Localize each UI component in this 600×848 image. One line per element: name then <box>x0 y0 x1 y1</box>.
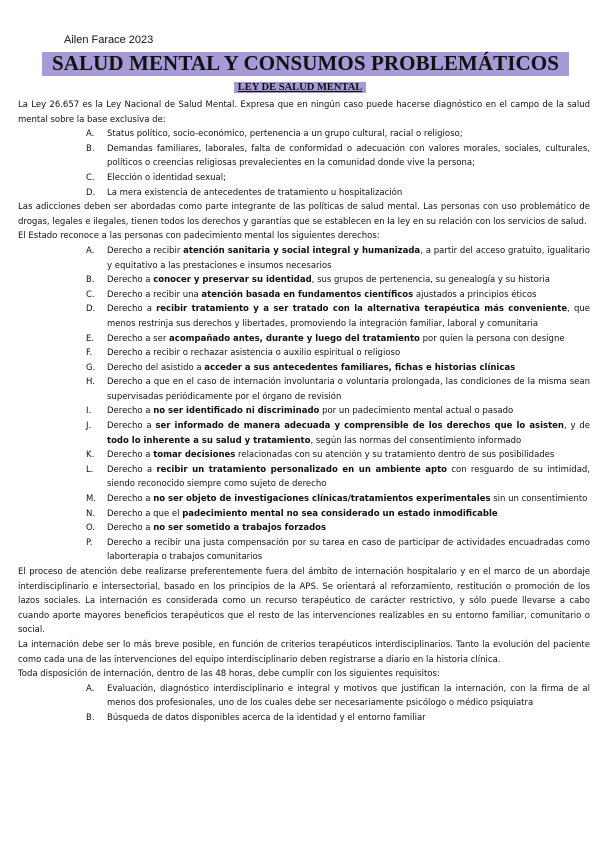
list-item-text <box>107 507 590 522</box>
emphasis-text: acceder a sus antecedentes familiares, fichas e historias clínicas <box>204 362 516 373</box>
list-item-text <box>107 332 590 347</box>
emphasis-text: atención basada en fundamentos científicos <box>201 289 414 300</box>
list-marker: N. <box>86 508 96 519</box>
list-marker: B. <box>86 712 95 723</box>
text-run: Derecho a recibir una <box>107 289 202 300</box>
list-item-text <box>107 448 590 463</box>
list-marker: E. <box>86 333 95 344</box>
list-marker: A. <box>86 683 95 694</box>
list-marker: K. <box>86 450 95 461</box>
list-item <box>18 463 590 492</box>
emphasis-text: recibir tratamiento y a ser tratado con la alternativa terapéutica más conveniente <box>156 304 568 315</box>
paragraph-intro: La Ley 26.657 es la Ley Nacional de Salud Mental. Expresa que en ningún caso puede hacerse diagnóstico en el campo de la salud mental sobre la base exclusiva de: <box>18 100 590 125</box>
author-name: Ailen Farace 2023 <box>64 34 154 46</box>
list-item <box>18 244 590 273</box>
page-title: SALUD MENTAL Y CONSUMOS PROBLEMÁTICOS <box>52 51 559 75</box>
text-run: Derecho a <box>107 304 157 315</box>
emphasis-text: atención sanitaria y social integral y humanizada <box>183 245 421 256</box>
list-marker: G. <box>86 362 96 373</box>
list-item <box>18 186 590 201</box>
list-item <box>18 448 590 463</box>
list-marker: O. <box>86 523 96 534</box>
list-item <box>18 419 590 448</box>
list-item-text: Búsqueda de datos disponibles acerca de la identidad y el entorno familiar <box>107 712 426 723</box>
emphasis-text: todo lo inherente a su salud y tratamiento <box>107 435 311 446</box>
list-item <box>18 404 590 419</box>
emphasis-text: acompañado antes, durante y luego del tratamiento <box>169 333 420 344</box>
list-marker: L. <box>86 464 94 475</box>
text-run: Derecho a que en el caso de internación involuntaria o voluntaria prolongada, las condiciones de la misma sean supervisadas periódicamente por el órgano de revisión <box>107 377 590 402</box>
list-marker: M. <box>86 494 97 505</box>
diagnosis-list <box>18 127 590 200</box>
list-item-text <box>107 346 590 361</box>
list-marker: J. <box>86 421 92 432</box>
text-run: Derecho del asistido a <box>107 362 205 373</box>
text-run: Derecho a recibir o rechazar asistencia o auxilio espiritual o religioso <box>107 348 401 359</box>
paragraph-internment: La internación debe ser lo más breve posible, en función de criterios terapéuticos interdisciplinarios. Tanto la evolución del paciente como cada una de las intervenciones del equipo interdisciplinario deben registrarse a diario en la historia clínica. <box>18 639 590 665</box>
list-item <box>18 127 590 142</box>
list-item <box>18 375 590 404</box>
paragraph-care-process: El proceso de atención debe realizarse preferentemente fuera del ámbito de internación hospitalario y en el marco de un abordaje interdisciplinario e intersectorial, basado en los principios de la APS. Se orientará al reforzamiento, restitución o promoción de los lazos sociales. La internación es considerada como un recurso terapéutico de carácter restrictivo, y sólo puede llevarse a cabo cuando aporte mayores beneficios terapéuticos que el resto de las intervenciones realizables en su entorno familiar, comunitario o social. <box>18 567 590 636</box>
list-marker: P. <box>86 537 93 548</box>
list-marker: C. <box>86 172 95 183</box>
paragraph-addictions: Las adicciones deben ser abordadas como parte integrante de las políticas de salud mental. Las personas con uso problemático de drogas, legales e ilegales, tienen todos los derechos y garantías que se establecen en la ley en su relación con los servicios de salud. <box>18 202 590 227</box>
requirements-list <box>18 682 590 726</box>
list-item <box>18 332 590 347</box>
text-run: por quien la persona con designe <box>419 333 565 344</box>
list-item-text: Status político, socio-económico, pertenencia a un grupo cultural, racial o religioso; <box>107 129 463 140</box>
list-item-text <box>107 463 590 492</box>
text-run: sin un consentimiento <box>490 494 588 505</box>
list-item-text <box>107 273 590 288</box>
list-marker: A. <box>86 245 95 256</box>
list-item <box>18 361 590 376</box>
text-run: , según las normas del consentimiento informado <box>310 435 522 446</box>
list-marker: B. <box>86 143 95 154</box>
text-run: Derecho a <box>107 421 156 432</box>
text-run: por un padecimiento mental actual o pasado <box>319 406 514 417</box>
text-run: , a partir del acceso gratuito, igualitario y equitativo a las prestaciones e insumos necesarios <box>107 245 590 271</box>
list-item-text: Evaluación, diagnóstico interdisciplinario e integral y motivos que justifican la internación, con la firma de al menos dos profesionales, uno de los cuales debe ser necesariamente psicólogo o médico psiquiatra <box>107 683 590 709</box>
list-item <box>18 711 590 726</box>
text-run: relacionadas con su atención y su tratamiento dentro de sus posibilidades <box>235 450 555 461</box>
emphasis-text: no ser sometido a trabajos forzados <box>153 523 327 534</box>
emphasis-text: no ser objeto de investigaciones clínicas/tratamientos experimentales <box>153 494 491 505</box>
list-item-text: Elección o identidad sexual; <box>107 172 226 183</box>
list-item-text <box>107 288 590 303</box>
list-marker: B. <box>86 275 95 286</box>
list-item-text <box>107 492 590 507</box>
subtitle-text: LEY DE SALUD MENTAL <box>234 82 367 93</box>
list-marker: C. <box>86 289 95 300</box>
list-item-text: La mera existencia de antecedentes de tratamiento u hospitalización <box>107 187 403 198</box>
emphasis-text: conocer y preservar su identidad <box>153 275 312 286</box>
text-run: Derecho a ser <box>107 333 170 344</box>
emphasis-text: padecimiento mental no sea considerado un estado inmodificable <box>182 508 498 519</box>
text-run: ajustados a principios éticos <box>413 289 537 300</box>
list-item-text <box>107 419 590 448</box>
list-marker: A. <box>86 129 95 140</box>
list-item <box>18 521 590 536</box>
text-run: Derecho a que el <box>107 508 183 519</box>
list-marker: H. <box>86 377 95 388</box>
list-marker: D. <box>86 304 96 315</box>
list-item-text: Demandas familiares, laborales, falta de conformidad o adecuación con valores morales, sociales, culturales, políticos o creencias religiosas prevalecientes en la comunidad donde vive la persona; <box>107 143 590 169</box>
list-marker: F. <box>86 348 93 359</box>
text-run: Derecho a recibir <box>107 245 184 256</box>
text-run: con resguardo de su intimidad, siendo reconocido siempre como sujeto de derecho <box>107 464 591 490</box>
text-run: Derecho a <box>107 523 154 534</box>
text-run: , que menos restrinja sus derechos y libertades, promoviendo la integración familiar, laboral y comunitaria <box>107 304 591 329</box>
list-item-text <box>107 404 590 419</box>
list-item <box>18 492 590 507</box>
list-item-text <box>107 521 590 536</box>
text-run: Derecho a <box>107 406 154 417</box>
list-item-text <box>107 302 590 331</box>
list-item <box>18 288 590 303</box>
emphasis-text: ser informado de manera adecuada y comprensible de los derechos que lo asisten <box>155 421 564 432</box>
text-run: Derecho a <box>107 450 154 461</box>
list-item <box>18 302 590 331</box>
list-item <box>18 346 590 361</box>
text-run: , sus grupos de pertenencia, su genealogía y su historia <box>311 275 550 286</box>
text-run: Derecho a <box>107 275 154 286</box>
list-item <box>18 273 590 288</box>
list-item <box>18 507 590 522</box>
document-body <box>18 98 590 726</box>
list-item-text <box>107 375 590 404</box>
list-item-text <box>107 361 590 376</box>
text-run: Derecho a <box>107 494 154 505</box>
emphasis-text: recibir un tratamiento personalizado en un ambiente apto <box>156 464 448 475</box>
text-run: Derecho a <box>107 464 157 475</box>
list-item-text <box>107 536 590 565</box>
list-item <box>18 142 590 171</box>
list-item <box>18 536 590 565</box>
list-item-text <box>107 244 590 273</box>
emphasis-text: tomar decisiones <box>153 450 236 461</box>
list-item <box>18 171 590 186</box>
text-run: , y de <box>563 421 590 432</box>
paragraph-rights-intro: El Estado reconoce a las personas con padecimiento mental los siguientes derechos: <box>18 231 380 242</box>
rights-list <box>18 244 590 565</box>
text-run: Derecho a recibir una justa compensación por su tarea en caso de participar de actividades encuadradas como laborterapia o trabajos comunitarios <box>107 537 590 563</box>
list-marker: I. <box>86 406 92 417</box>
section-subtitle <box>0 82 600 93</box>
list-item <box>18 682 590 711</box>
paragraph-requirements-intro: Toda disposición de internación, dentro de las 48 horas, debe cumplir con los siguientes requisitos: <box>18 669 440 680</box>
list-marker: D. <box>86 187 96 198</box>
emphasis-text: no ser identificado ni discriminado <box>153 406 320 417</box>
